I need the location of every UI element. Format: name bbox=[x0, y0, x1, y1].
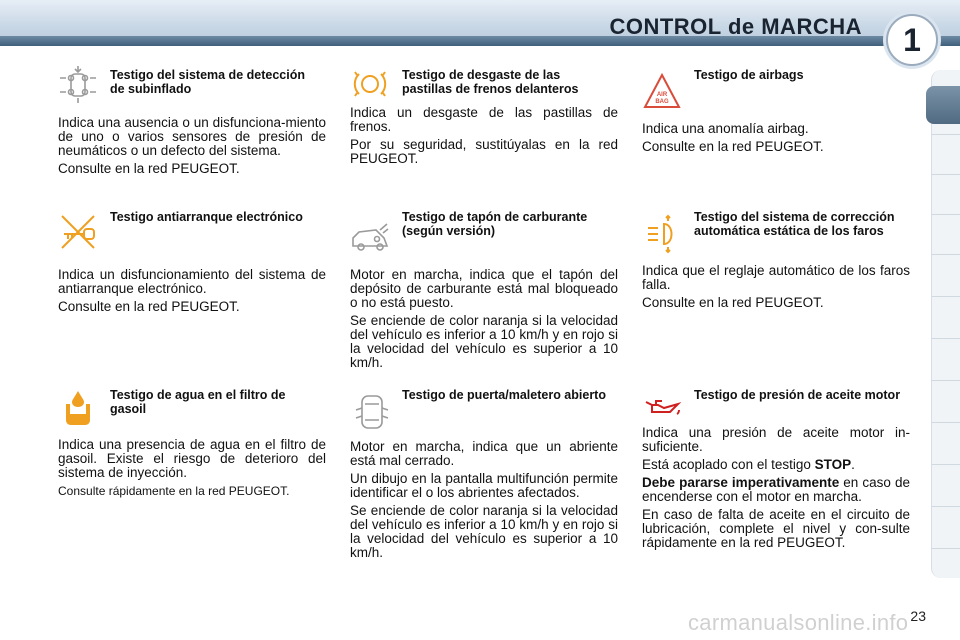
block-body bbox=[58, 438, 326, 502]
tire-pressure-icon bbox=[58, 64, 98, 104]
block-paragraph: Por su seguridad, sustitúyalas en la red PEUGEOT. bbox=[350, 137, 618, 166]
svg-text:AIR: AIR bbox=[656, 92, 668, 98]
block-paragraph: Consulte en la red PEUGEOT. bbox=[642, 295, 824, 310]
block-body bbox=[642, 264, 910, 314]
block-paragraph: Indica una anomalía airbag. bbox=[642, 121, 809, 136]
block-body bbox=[350, 106, 618, 170]
airbag-warning-icon bbox=[642, 72, 682, 112]
page-title: CONTROL de MARCHA bbox=[609, 14, 862, 39]
chapter-badge: 1 bbox=[886, 14, 938, 66]
block-body bbox=[642, 122, 910, 158]
block-paragraph: Indica un disfuncionamiento del sistema de antiarranque electrónico. bbox=[58, 267, 326, 296]
block-body bbox=[642, 426, 910, 554]
block-body bbox=[58, 116, 326, 180]
block-paragraph: Indica una presión de aceite motor in-suficiente. bbox=[642, 425, 910, 454]
chapter-tab-strip bbox=[931, 70, 960, 578]
stop-label: STOP bbox=[814, 457, 852, 472]
watermark: carmanualsonline.info bbox=[688, 610, 909, 635]
fuel-cap-icon bbox=[350, 216, 390, 256]
block-paragraph: Indica una presencia de agua en el filtro de gasoil. Existe el riesgo de deterioro del sistema de inyección. bbox=[58, 437, 326, 480]
oil-pressure-icon bbox=[642, 388, 682, 428]
block-title: Testigo de presión de aceite motor bbox=[694, 388, 901, 402]
block-title: Testigo del sistema de corrección automática estática de los faros bbox=[694, 210, 895, 238]
block-title: Testigo de airbags bbox=[694, 68, 804, 82]
door-open-icon bbox=[352, 392, 392, 432]
block-paragraph: Indica un desgaste de las pastillas de frenos. bbox=[350, 105, 618, 134]
block-paragraph: Se enciende de color naranja si la velocidad del vehículo es inferior a 10 km/h y en rojo si la velocidad del vehículo es superior a 10 km/h. bbox=[350, 503, 618, 560]
block-paragraph: Consulte en la red PEUGEOT. bbox=[58, 161, 240, 176]
block-paragraph: Motor en marcha, indica que el tapón del depósito de carburante está mal bloqueado o no está puesto. bbox=[350, 267, 618, 310]
brake-pad-wear-icon bbox=[350, 66, 390, 106]
emphasis-text: Debe pararse imperativamente bbox=[642, 475, 840, 490]
block-text: Está acoplado con el testigo bbox=[642, 457, 815, 472]
block-paragraph: Consulte rápidamente en la red PEUGEOT. bbox=[58, 484, 290, 498]
block-paragraph: Indica que el reglaje automático de los faros falla. bbox=[642, 263, 910, 292]
block-text: en caso de encenderse con el motor en marcha. bbox=[642, 475, 910, 504]
block-title: Testigo antiarranque electrónico bbox=[110, 210, 303, 224]
block-paragraph: Indica una ausencia o un disfunciona-miento de uno o varios sensores de presión de neumáticos o un defecto del sistema. bbox=[58, 115, 326, 158]
block-paragraph: Consulte en la red PEUGEOT. bbox=[58, 299, 240, 314]
block-body bbox=[350, 440, 618, 564]
block-body bbox=[350, 268, 618, 374]
block-paragraph: Un dibujo en la pantalla multifunción permite identificar el o los abrientes afectados. bbox=[350, 471, 618, 500]
svg-text:BAG: BAG bbox=[655, 99, 669, 105]
water-in-diesel-icon bbox=[58, 388, 98, 428]
block-title: Testigo de desgaste de las pastillas de frenos delanteros bbox=[402, 68, 579, 96]
headlamp-leveling-icon bbox=[642, 214, 682, 254]
block-paragraph bbox=[642, 476, 910, 504]
immobiliser-key-icon bbox=[58, 212, 98, 252]
block-text: . bbox=[851, 457, 855, 472]
block-title: Testigo de puerta/maletero abierto bbox=[402, 388, 606, 402]
page-number: 23 bbox=[910, 608, 926, 624]
block-title: Testigo de tapón de carburante (según versión) bbox=[402, 210, 588, 238]
block-paragraph: Consulte en la red PEUGEOT. bbox=[642, 139, 824, 154]
block-title: Testigo del sistema de detección de subinflado bbox=[110, 68, 305, 96]
block-paragraph bbox=[642, 458, 910, 472]
block-paragraph: En caso de falta de aceite en el circuito de lubricación, complete el nivel y con-sulte rápidamente en la red PEUGEOT. bbox=[642, 507, 910, 550]
block-paragraph: Motor en marcha, indica que un abriente está mal cerrado. bbox=[350, 439, 618, 468]
block-title: Testigo de agua en el filtro de gasoil bbox=[110, 388, 286, 416]
active-chapter-tab[interactable] bbox=[926, 86, 960, 124]
block-paragraph: Se enciende de color naranja si la velocidad del vehículo es inferior a 10 km/h y en rojo si la velocidad del vehículo es superior a 10 km/h. bbox=[350, 313, 618, 370]
block-body bbox=[58, 268, 326, 318]
